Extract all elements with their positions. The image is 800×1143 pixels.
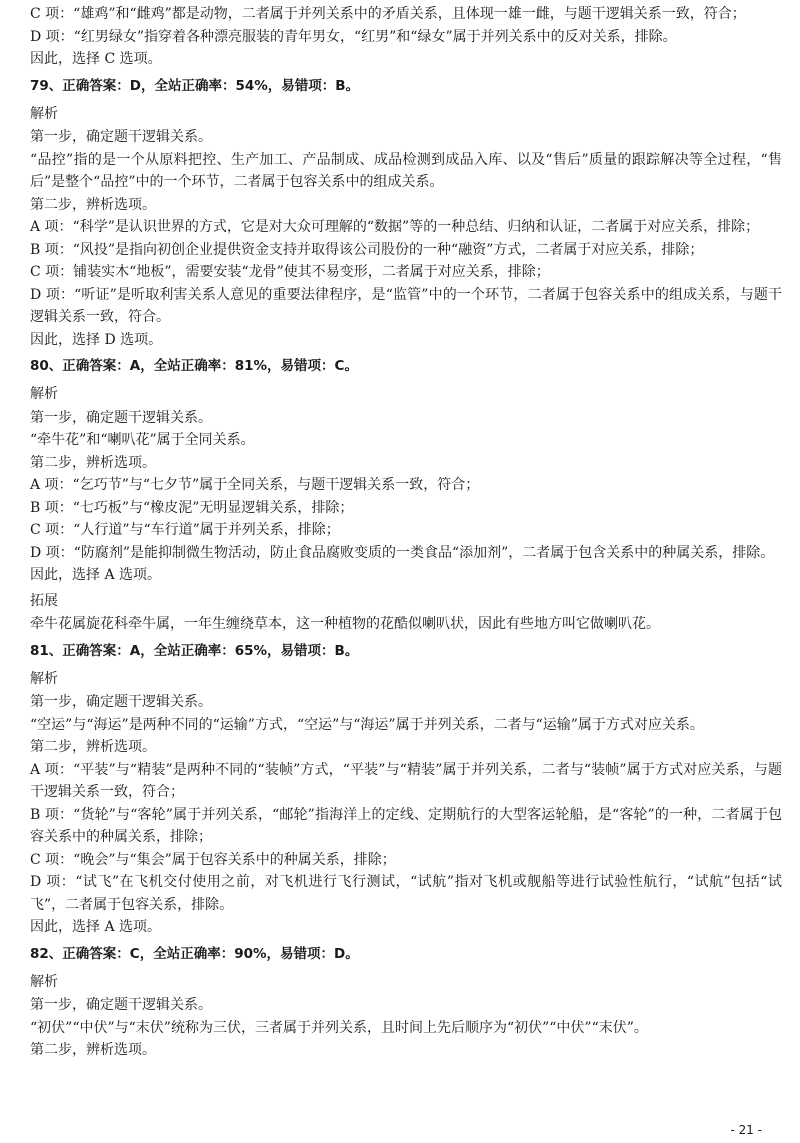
analysis-label: 解析 [30, 973, 58, 990]
analysis-label: 解析 [30, 386, 58, 402]
answer-heading-81: 81、正确答案：A，全站正确率：65%，易错项：B。 [30, 642, 359, 659]
paragraph: C 项：“晚会”与“集会”属于包容关系中的种属关系，排除； [30, 851, 396, 868]
paragraph: 因此，选择 A 选项。 [30, 567, 162, 583]
analysis-label: 解析 [30, 670, 58, 687]
paragraph: 第一步，确定题干逻辑关系。 [30, 129, 212, 145]
paragraph: 第一步，确定题干逻辑关系。 [30, 694, 212, 710]
paragraph: 第二步，辨析选项。 [30, 1042, 156, 1058]
paragraph: 因此，选择 A 选项。 [30, 919, 162, 935]
page-number: - 21 - [730, 1123, 762, 1137]
paragraph: 第二步，辨析选项。 [30, 196, 156, 213]
answer-heading-82: 82、正确答案：C，全站正确率：90%，易错项：D。 [30, 945, 359, 962]
paragraph: A 项：“乞巧节”与“七夕节”属于全同关系，与题干逻辑关系一致，符合； [30, 477, 480, 493]
paragraph: C 项：铺装实木“地板”，需要安装“龙骨”使其不易变形，二者属于对应关系，排除； [30, 264, 550, 280]
paragraph: C 项：“雄鸡”和“雌鸡”都是动物，二者属于并列关系中的矛盾关系，且体现一雄一雌，与题干逻辑关系一致，符合； [30, 6, 746, 22]
paragraph: A 项：“平装”与“精装”是两种不同的“装帧”方式，“平装”与“精装”属于并列关系，二者与“装帧”属于方式对应关系，与题干逻辑关系一致，符合； [30, 761, 782, 800]
paragraph: D 项：“防腐剂”是能抑制微生物活动，防止食品腐败变质的一类食品“添加剂”，二者属于包含关系中的种属关系，排除。 [30, 544, 775, 561]
paragraph: B 项：“七巧板”与“橡皮泥”无明显逻辑关系，排除； [30, 499, 354, 516]
paragraph: 牵牛花属旋花科牵牛属，一年生缠绕草本，这一种植物的花酷似喇叭状，因此有些地方叫它做喇叭花。 [30, 616, 660, 632]
paragraph: C 项：“人行道”与“车行道”属于并列关系，排除； [30, 522, 340, 538]
paragraph: “初伏”“中伏”与“末伏”统称为三伏，三者属于并列关系，且时间上先后顺序为“初伏”“中伏”“末伏”。 [30, 1019, 648, 1036]
paragraph: A 项：“科学”是认识世界的方式，它是对大众可理解的“数据”等的一种总结、归纳和认证，二者属于对应关系，排除； [30, 219, 760, 235]
paragraph: D 项：“红男绿女”指穿着各种漂亮服装的青年男女，“红男”和“绿女”属于并列关系中的反对关系，排除。 [30, 28, 677, 45]
answer-heading-80: 80、正确答案：A，全站正确率：81%，易错项：C。 [30, 358, 358, 374]
extension-label: 拓展 [30, 592, 58, 609]
paragraph: B 项：“货轮”与“客轮”属于并列关系，“邮轮”指海洋上的定线、定期航行的大型客运轮船，是“客轮”的一种，二者属于包容关系中的种属关系，排除； [30, 806, 782, 845]
paragraph: “空运”与“海运”是两种不同的“运输”方式，“空运”与“海运”属于并列关系，二者与“运输”属于方式对应关系。 [30, 716, 704, 733]
paragraph: D 项：“试飞”在飞机交付使用之前，对飞机进行飞行测试，“试航”指对飞机或舰船等进行试验性航行，“试航”包括“试飞”，二者属于包容关系，排除。 [30, 874, 782, 913]
paragraph: “牵牛花”和“喇叭花”属于全同关系。 [30, 432, 255, 448]
paragraph: 第二步，辨析选项。 [30, 454, 156, 471]
paragraph: D 项：“听证”是听取利害关系人意见的重要法律程序，是“监管”中的一个环节，二者属于包容关系中的组成关系，与题干逻辑关系一致，符合。 [30, 286, 782, 325]
paragraph: 因此，选择 C 选项。 [30, 51, 162, 67]
paragraph: 第二步，辨析选项。 [30, 739, 156, 755]
paragraph: 因此，选择 D 选项。 [30, 331, 163, 348]
answer-heading-79: 79、正确答案：D，全站正确率：54%，易错项：B。 [30, 77, 360, 94]
paragraph: B 项：“风投”是指向初创企业提供资金支持并取得该公司股份的一种“融资”方式，二者属于对应关系，排除； [30, 241, 704, 258]
paragraph: “品控”指的是一个从原料把控、生产加工、产品制成、成品检测到成品入库、以及“售后”质量的跟踪解决等全过程，“售后”是整个“品控”中的一个环节，二者属于包容关系中的组成关系。 [30, 151, 782, 190]
paragraph: 第一步，确定题干逻辑关系。 [30, 409, 212, 426]
paragraph: 第一步，确定题干逻辑关系。 [30, 997, 212, 1013]
document-body [30, 3, 782, 1062]
analysis-label: 解析 [30, 105, 58, 122]
